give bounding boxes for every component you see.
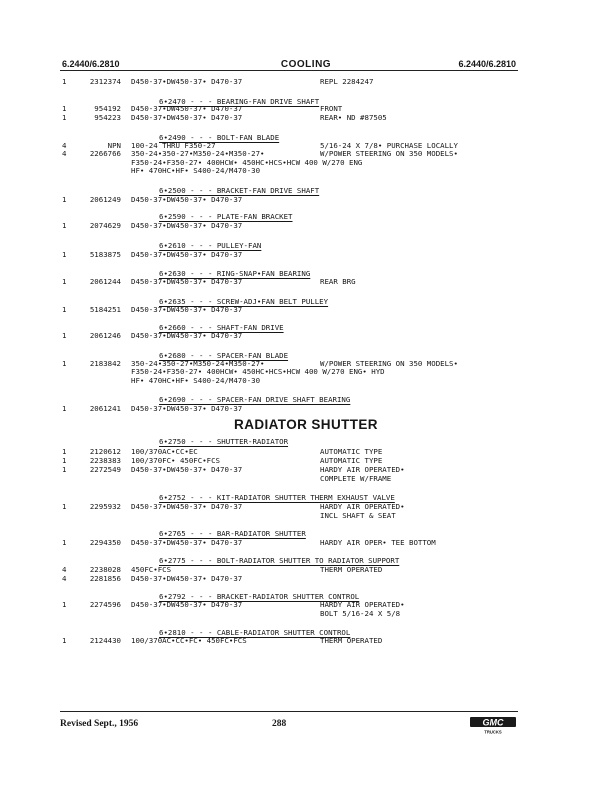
part-number: 2274596 [89,600,121,609]
part-models: D450-37•DW450-37• D470-37 [131,465,243,474]
part-quantity: 1 [62,195,67,204]
group-title: 6•2490 - - - BOLT-FAN BLADE [159,133,280,142]
part-remarks: W/POWER STEERING ON 350 MODELS• [320,149,458,158]
part-remarks: REAR BRG [320,277,356,286]
part-number: 2295932 [89,502,121,511]
part-remarks: FRONT [320,104,343,113]
group-title: 6•2792 - - - BRACKET-RADIATOR SHUTTER CONTROL [159,592,360,601]
part-quantity: 1 [62,465,67,474]
part-remarks: HARDY AIR OPER• TEE BOTTOM [320,538,436,547]
part-models: D450-37•DW450-37• D470-37 [131,404,243,413]
part-quantity: 1 [62,277,67,286]
part-number: 5183875 [89,250,121,259]
part-quantity: 1 [62,305,67,314]
part-number: 2238383 [89,456,121,465]
part-remarks: COMPLETE W/FRAME [320,474,392,483]
part-models: 100/370AC•CC•FC• 450FC•FCS [131,636,247,645]
part-models: D450-37•DW450-37• D470-37 [131,221,243,230]
header-section-number-left: 6.2440/6.2810 [62,59,120,69]
gmc-trucks-logo [468,715,518,735]
group-title: 6•2500 - - - BRACKET-FAN DRIVE SHAFT [159,186,320,195]
part-models: D450-37•DW450-37• D470-37 [131,502,243,511]
part-remarks: THERM OPERATED [320,565,383,574]
part-remarks: 5/16-24 X 7/8• PURCHASE LOCALLY [320,141,458,150]
part-number: 2272549 [89,465,121,474]
part-remarks: HARDY AIR OPERATED• [320,502,405,511]
part-models: HF• 470HC•HF• S400-24/M470-30 [131,166,261,175]
part-models: 450FC•FCS [131,565,172,574]
part-number: NPN [107,141,121,150]
part-models: D450-37•DW450-37• D470-37 [131,77,243,86]
part-number: 5184251 [89,305,121,314]
part-quantity: 1 [62,77,67,86]
svg-text:GMC: GMC [482,717,504,728]
part-quantity: 4 [62,141,67,150]
part-models: F350-24•F350-27• 400HCW• 450HC•HCS•HCW 400 W/270 ENG [131,158,363,167]
part-models: D450-37•DW450-37• D470-37 [131,277,243,286]
svg-text:TRUCKS: TRUCKS [484,729,502,735]
part-models: 350-24•350-27•M350-24•M350-27• [131,359,265,368]
part-quantity: 4 [62,574,67,583]
part-quantity: 1 [62,331,67,340]
part-models: HF• 470HC•HF• S400-24/M470-30 [131,376,261,385]
part-number: 2238028 [89,565,121,574]
part-models: D450-37•DW450-37• D470-37 [131,113,243,122]
part-number: 2294350 [89,538,121,547]
revision-date: Revised Sept., 1956 [60,719,139,729]
part-models: D450-37•DW450-37• D470-37 [131,104,243,113]
part-number: 954223 [94,113,121,122]
part-number: 2281856 [89,574,121,583]
group-title: 6•2810 - - - CABLE-RADIATOR SHUTTER CONTROL [159,628,351,637]
part-quantity: 4 [62,149,67,158]
group-title: 6•2630 - - - RING-SNAP•FAN BEARING [159,269,311,278]
part-models: D450-37•DW450-37• D470-37 [131,600,243,609]
group-title: 6•2610 - - - PULLEY-FAN [159,241,262,250]
group-title: 6•2765 - - - BAR-RADIATOR SHUTTER [159,529,306,538]
part-number: 2120612 [89,447,121,456]
part-number: 2061246 [89,331,121,340]
part-quantity: 1 [62,359,67,368]
part-quantity: 1 [62,456,67,465]
part-remarks: W/POWER STEERING ON 350 MODELS• [320,359,458,368]
part-models: D450-37•DW450-37• D470-37 [131,195,243,204]
part-remarks: REAR• ND #87505 [320,113,387,122]
group-title: 6•2470 - - - BEARING-FAN DRIVE SHAFT [159,97,320,106]
footer-rule [60,711,518,712]
part-models: D450-37•DW450-37• D470-37 [131,331,243,340]
part-models: 350-24•350-27•M350-24•M350-27• [131,149,265,158]
part-remarks: INCL SHAFT & SEAT [320,511,396,520]
part-number: 2266766 [89,149,121,158]
part-remarks: HARDY AIR OPERATED• [320,465,405,474]
part-quantity: 1 [62,250,67,259]
part-quantity: 1 [62,636,67,645]
header-section-number-right: 6.2440/6.2810 [458,59,516,69]
part-quantity: 1 [62,600,67,609]
part-quantity: 1 [62,538,67,547]
group-title: 6•2590 - - - PLATE-FAN BRACKET [159,212,293,221]
part-models: D450-37•DW450-37• D470-37 [131,250,243,259]
part-quantity: 1 [62,104,67,113]
part-number: 2061244 [89,277,121,286]
page-number: 288 [272,719,287,729]
part-quantity: 1 [62,221,67,230]
group-title: 6•2680 - - - SPACER-FAN BLADE [159,351,289,360]
part-number: 954192 [94,104,121,113]
group-title: 6•2690 - - - SPACER-FAN DRIVE SHAFT BEARING [159,395,351,404]
part-models: 100-24 THRU F350-27 [131,141,216,150]
part-remarks: REPL 2284247 [320,77,374,86]
part-number: 2061249 [89,195,121,204]
part-number: 2124430 [89,636,121,645]
part-models: D450-37•DW450-37• D470-37 [131,305,243,314]
part-models: 100/370AC•CC•EC [131,447,198,456]
part-quantity: 1 [62,502,67,511]
part-quantity: 1 [62,113,67,122]
group-title: 6•2635 - - - SCREW-ADJ•FAN BELT PULLEY [159,297,329,306]
part-number: 2312374 [89,77,121,86]
group-title: 6•2752 - - - KIT-RADIATOR SHUTTER THERM EXHAUST VALVE [159,493,395,502]
group-title: 6•2660 - - - SHAFT-FAN DRIVE [159,323,284,332]
part-number: 2183842 [89,359,121,368]
part-models: 100/370FC• 450FC•FCS [131,456,220,465]
section-heading: RADIATOR SHUTTER [234,417,378,432]
part-models: F350-24•F350-27• 400HCW• 450HC•HCS•HCW 400 W/270 ENG• HYD [131,367,385,376]
part-models: D450-37•DW450-37• D470-37 [131,574,243,583]
part-remarks: THERM OPERATED [320,636,383,645]
part-remarks: BOLT 5/16-24 X 5/8 [320,609,401,618]
header-rule [60,70,518,71]
part-number: 2061241 [89,404,121,413]
part-models: D450-37•DW450-37• D470-37 [131,538,243,547]
part-number: 2074629 [89,221,121,230]
part-quantity: 1 [62,447,67,456]
header-title: COOLING [280,59,332,70]
part-quantity: 1 [62,404,67,413]
part-remarks: AUTOMATIC TYPE [320,447,383,456]
part-remarks: AUTOMATIC TYPE [320,456,383,465]
part-quantity: 4 [62,565,67,574]
group-title: 6•2775 - - - BOLT-RADIATOR SHUTTER TO RADIATOR SUPPORT [159,556,400,565]
part-remarks: HARDY AIR OPERATED• [320,600,405,609]
group-title: 6•2750 - - - SHUTTER-RADIATOR [159,437,289,446]
